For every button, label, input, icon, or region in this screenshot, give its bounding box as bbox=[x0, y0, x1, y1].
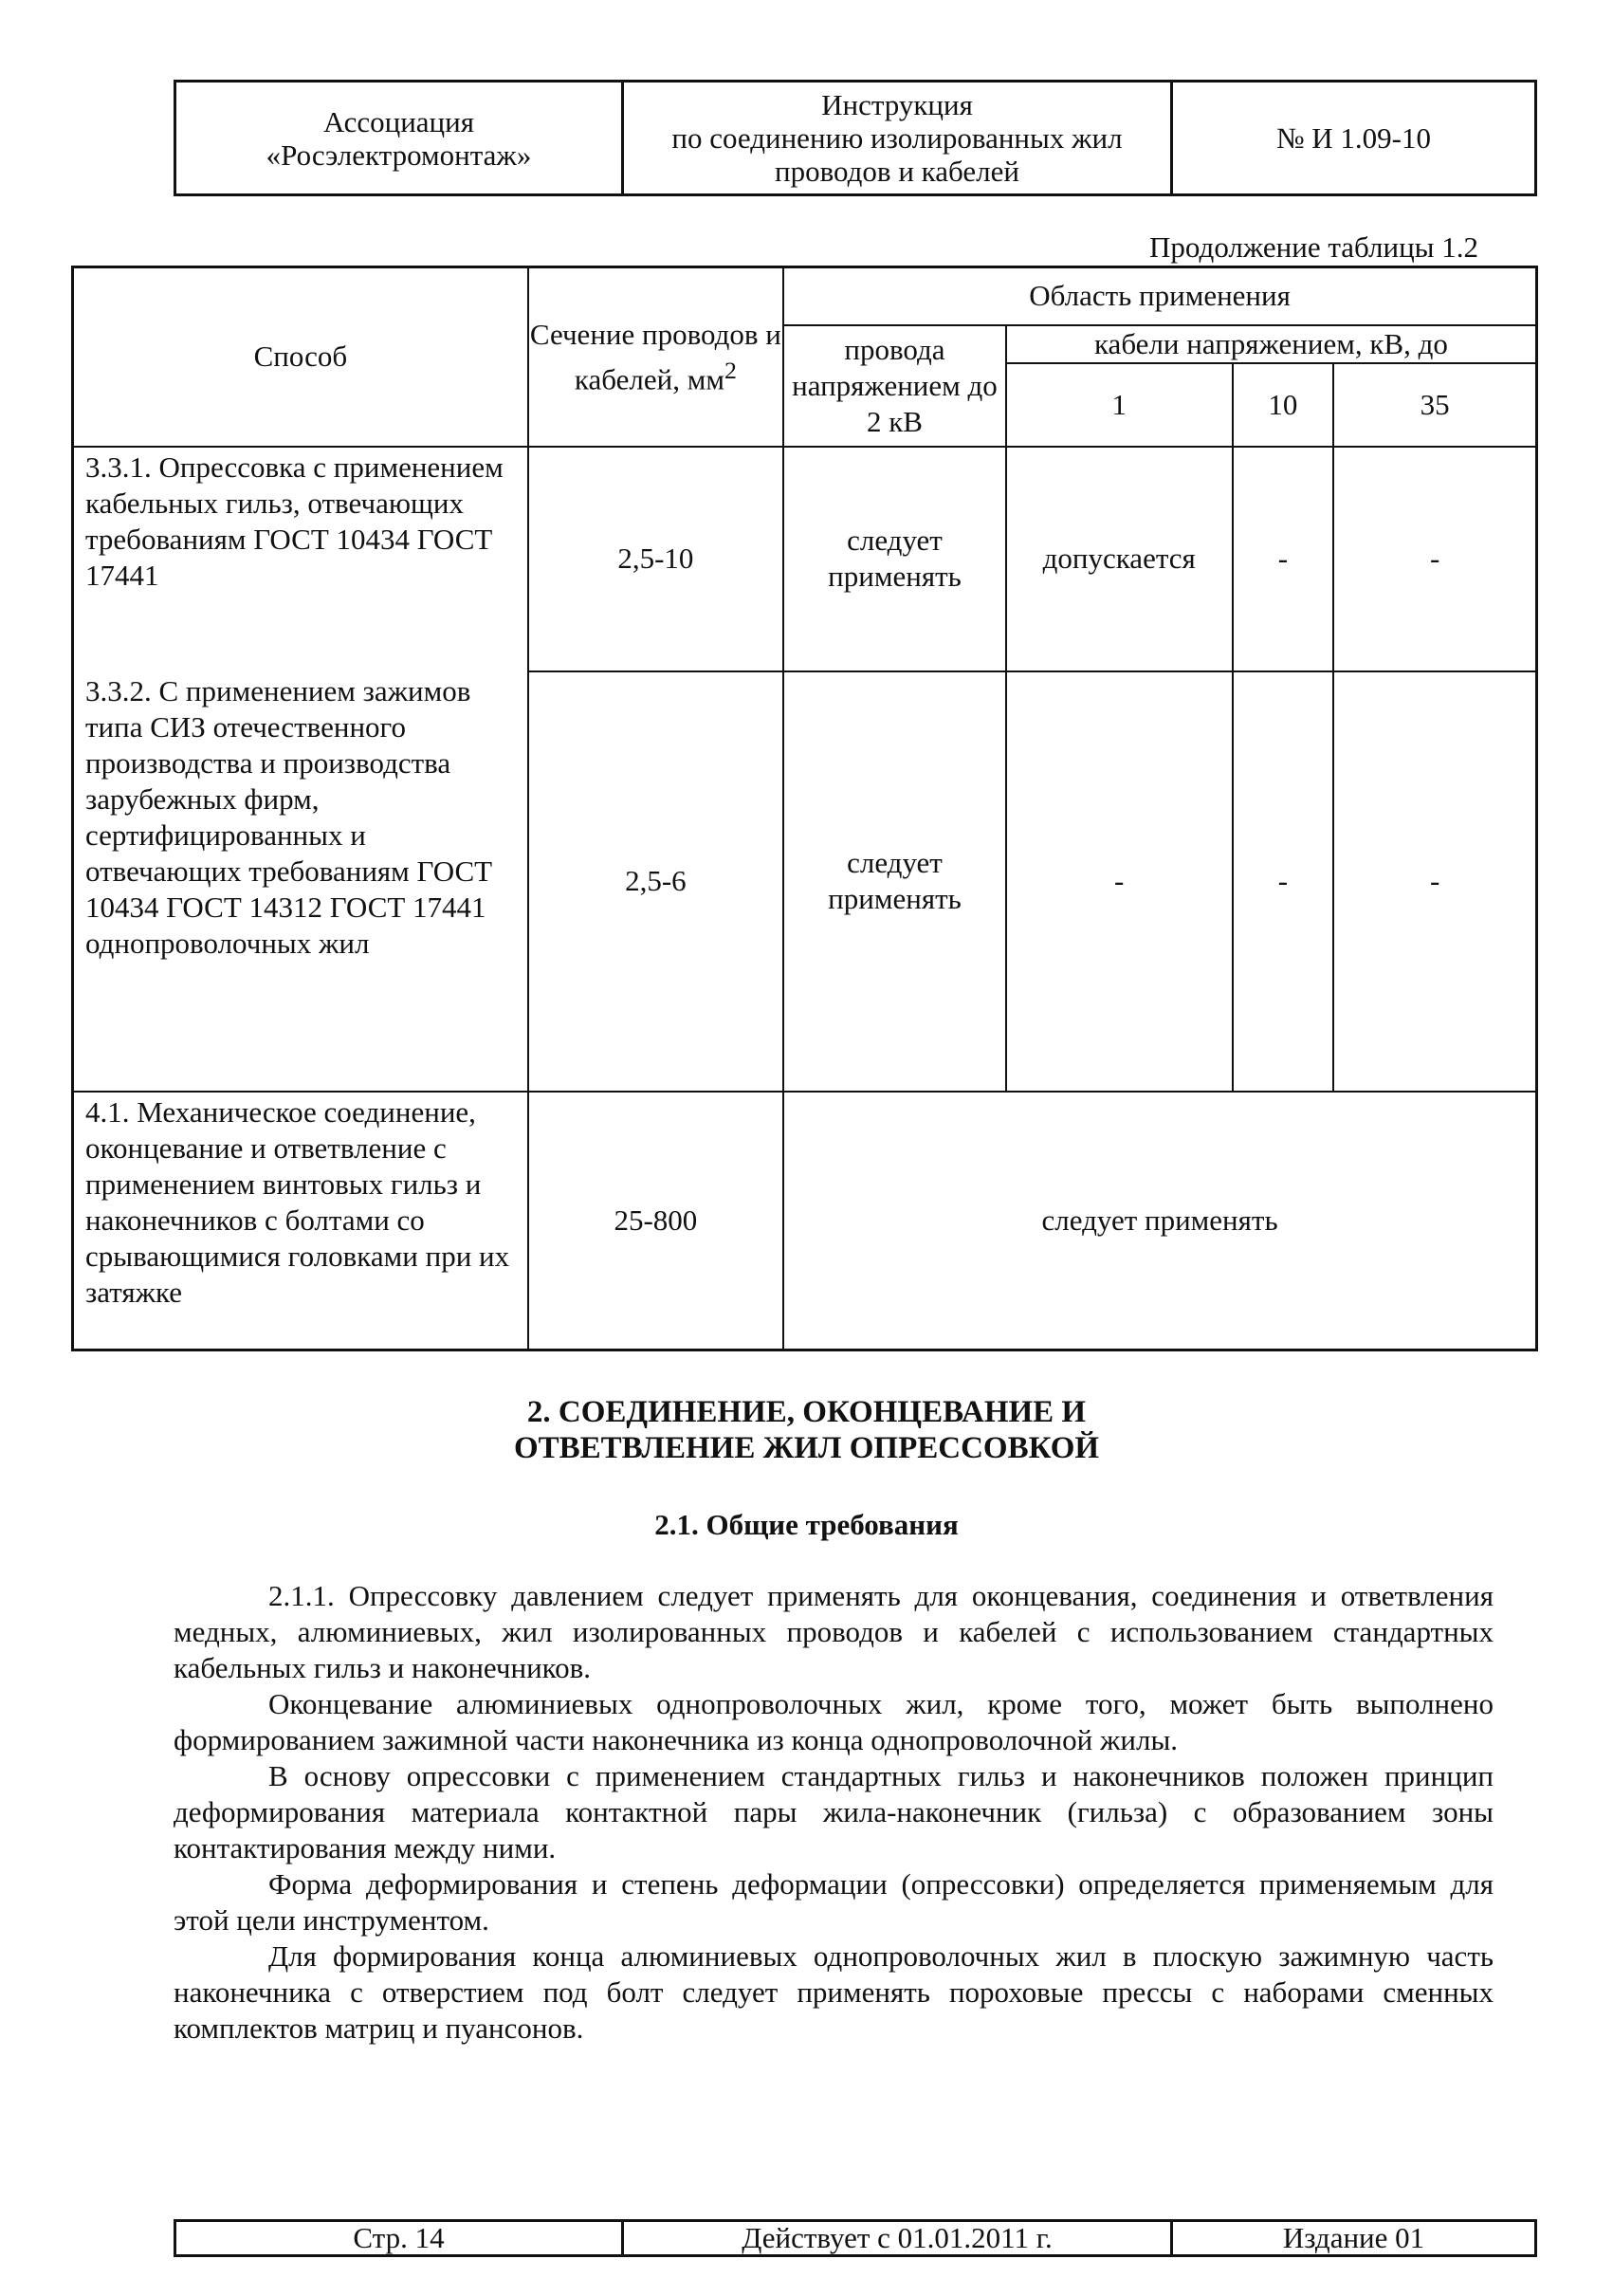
section-heading-line2: ОТВЕТВЛЕНИЕ ЖИЛ ОПРЕССОВКОЙ bbox=[513, 1431, 1100, 1465]
page-number: Стр. 14 bbox=[175, 2221, 623, 2256]
valid-from-date: Действует с 01.01.2011 г. bbox=[623, 2221, 1172, 2256]
row-1-kv-10: - bbox=[1233, 447, 1334, 671]
header-kv-35: 35 bbox=[1333, 363, 1536, 447]
body-text bbox=[174, 1578, 1494, 2047]
header-method: Способ bbox=[73, 267, 528, 447]
document-title-cell bbox=[623, 82, 1172, 195]
header-section bbox=[528, 267, 783, 447]
header-kv-1: 1 bbox=[1006, 363, 1233, 447]
row-1-kv-1: допускается bbox=[1006, 447, 1233, 671]
document-title-line1: Инструкция bbox=[821, 88, 973, 121]
row-1-kv-35: - bbox=[1333, 447, 1536, 671]
header-kv-10: 10 bbox=[1233, 363, 1334, 447]
row-3-section: 25-800 bbox=[528, 1092, 783, 1350]
table-continuation-caption: Продолжение таблицы 1.2 bbox=[1149, 230, 1478, 264]
paragraph: Форма деформирования и степень деформации (опрессовки) определяется применяемым для этой цели инструментом. bbox=[174, 1867, 1494, 1937]
section-heading-line1: 2. СОЕДИНЕНИЕ, ОКОНЦЕВАНИЕ И bbox=[526, 1395, 1087, 1429]
organization-cell bbox=[175, 82, 623, 195]
paragraph: Оконцевание алюминиевых однопроволочных жил, кроме того, может быть выполнено формированием зажимной части наконечника из конца однопроволочной жилы. bbox=[174, 1687, 1494, 1756]
row-2-method: 3.3.2. С применением зажимов типа СИЗ отечественного производства и производства зарубежных фирм, сертифицированных и отвечающих требованиям ГОСТ 10434 ГОСТ 14312 ГОСТ 17441 однопроволочных жил bbox=[73, 671, 528, 1092]
edition-number: Издание 01 bbox=[1172, 2221, 1536, 2256]
paragraph: Для формирования конца алюминиевых однопроволочных жил в плоскую зажимную часть наконечника с отверстием под болт следует применять пороховые прессы с наборами сменных комплектов матриц и пуансонов. bbox=[174, 1939, 1494, 2045]
header-section-text: Сечение проводов и кабелей, мм bbox=[529, 317, 781, 395]
row-3-method: 4.1. Механическое соединение, оконцевание и ответвление с применением винтовых гильз и наконечников с болтами со срывающимися головками при их затяжке bbox=[73, 1092, 528, 1350]
document-footer bbox=[174, 2219, 1537, 2257]
document-title-line3: проводов и кабелей bbox=[775, 155, 1019, 188]
row-2-wires: следует применять bbox=[783, 671, 1006, 1092]
document-header bbox=[174, 80, 1537, 196]
header-wires-voltage: провода напряжением до 2 кВ bbox=[783, 325, 1006, 447]
header-section-superscript: 2 bbox=[724, 356, 737, 384]
row-1-section: 2,5-10 bbox=[528, 447, 783, 671]
row-2-kv-1: - bbox=[1006, 671, 1233, 1092]
subsection-heading: 2.1. Общие требования bbox=[654, 1508, 959, 1541]
paragraph: В основу опрессовки с применением стандартных гильз и наконечников положен принцип деформирования материала контактной пары жила-наконечник (гильза) с образованием зоны контактирования между ними. bbox=[174, 1759, 1494, 1864]
row-2-section: 2,5-6 bbox=[528, 671, 783, 1092]
paragraph: 2.1.1. Опрессовку давлением следует применять для оконцевания, соединения и ответвления медных, алюминиевых, жил изолированных проводов и кабелей с использованием стандартных кабельных гильз и наконечников. bbox=[174, 1579, 1494, 1684]
methods-table bbox=[71, 266, 1538, 1351]
header-application-area: Область применения bbox=[783, 267, 1536, 325]
row-1-method: 3.3.1. Опрессовка с применением кабельных гильз, отвечающих требованиям ГОСТ 10434 ГОСТ 17441 bbox=[73, 447, 528, 671]
row-2-kv-10: - bbox=[1233, 671, 1334, 1092]
header-cables-voltage: кабели напряжением, кВ, до bbox=[1006, 325, 1537, 363]
row-2-kv-35: - bbox=[1333, 671, 1536, 1092]
row-1-wires: следует применять bbox=[783, 447, 1006, 671]
document-title-line2: по соединению изолированных жил bbox=[671, 121, 1123, 155]
row-3-application: следует применять bbox=[783, 1092, 1536, 1350]
organization-name-line2: «Росэлектромонтаж» bbox=[266, 138, 532, 172]
organization-name-line1: Ассоциация bbox=[322, 104, 474, 138]
document-number: № И 1.09-10 bbox=[1172, 82, 1536, 195]
